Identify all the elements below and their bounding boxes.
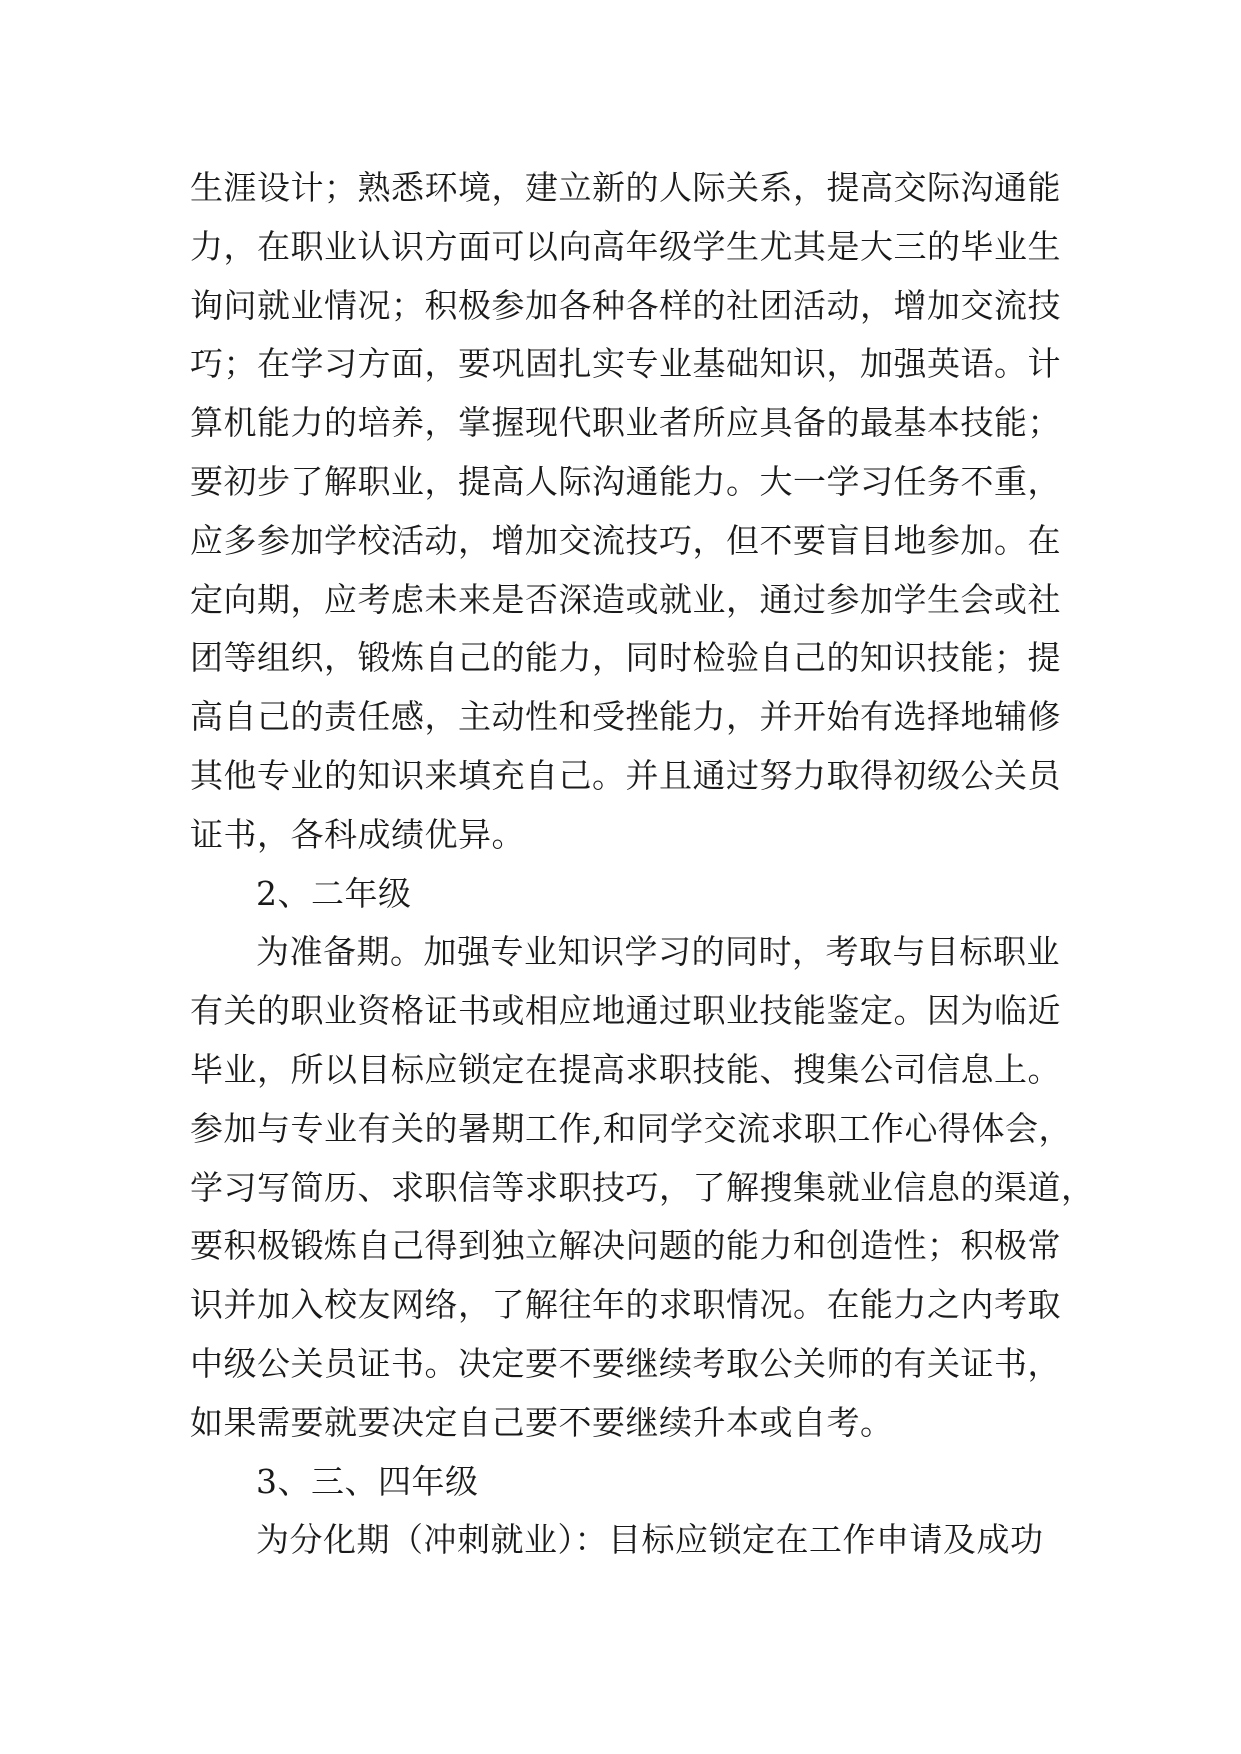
- text-line: 算机能力的培养，掌握现代职业者所应具备的最基本技能；: [190, 403, 1061, 443]
- text-line: 询问就业情况；积极参加各种各样的社团活动，增加交流技: [190, 285, 1061, 325]
- text-line: 力，在职业认识方面可以向高年级学生尤其是大三的毕业生: [190, 226, 1061, 266]
- text-line: 应多参加学校活动，增加交流技巧，但不要盲目地参加。在: [190, 520, 1061, 560]
- text-line: 定向期，应考虑未来是否深造或就业，通过参加学生会或社: [190, 579, 1061, 619]
- text-line: 毕业，所以目标应锁定在提高求职技能、搜集公司信息上。: [190, 1049, 1061, 1089]
- text-line: 识并加入校友网络，了解往年的求职情况。在能力之内考取: [190, 1285, 1061, 1325]
- text-line: 要初步了解职业，提高人际沟通能力。大一学习任务不重，: [190, 461, 1061, 501]
- text-line: 如果需要就要决定自己要不要继续升本或自考。: [190, 1402, 894, 1442]
- body-text: [190, 159, 1095, 1570]
- text-line: 要积极锻炼自己得到独立解决问题的能力和创造性；积极常: [190, 1226, 1061, 1266]
- text-line: 中级公关员证书。决定要不要继续考取公关师的有关证书，: [190, 1343, 1061, 1383]
- text-line: 团等组织，锻炼自己的能力，同时检验自己的知识技能；提: [190, 638, 1061, 678]
- section-heading-grade-3-4: 3、三、四年级: [256, 1461, 479, 1501]
- text-line: 有关的职业资格证书或相应地通过职业技能鉴定。因为临近: [190, 991, 1061, 1031]
- text-line: 学习写简历、求职信等求职技巧，了解搜集就业信息的渠道，: [190, 1167, 1095, 1207]
- text-line: 为分化期（冲刺就业）：目标应锁定在工作申请及成功: [256, 1520, 1044, 1560]
- text-line: 为准备期。加强专业知识学习的同时，考取与目标职业: [256, 932, 1060, 972]
- text-line: 生涯设计；熟悉环境，建立新的人际关系，提高交际沟通能: [190, 168, 1061, 207]
- text-line: 证书，各科成绩优异。: [190, 814, 525, 854]
- text-line: 巧；在学习方面，要巩固扎实专业基础知识，加强英语。计: [190, 344, 1061, 384]
- text-line: 高自己的责任感，主动性和受挫能力，并开始有选择地辅修: [190, 697, 1061, 737]
- section-heading-grade-2: 2、二年级: [256, 873, 412, 913]
- text-line: 其他专业的知识来填充自己。并且通过努力取得初级公关员: [190, 755, 1061, 795]
- text-line: 参加与专业有关的暑期工作,和同学交流求职工作心得体会，: [190, 1108, 1072, 1148]
